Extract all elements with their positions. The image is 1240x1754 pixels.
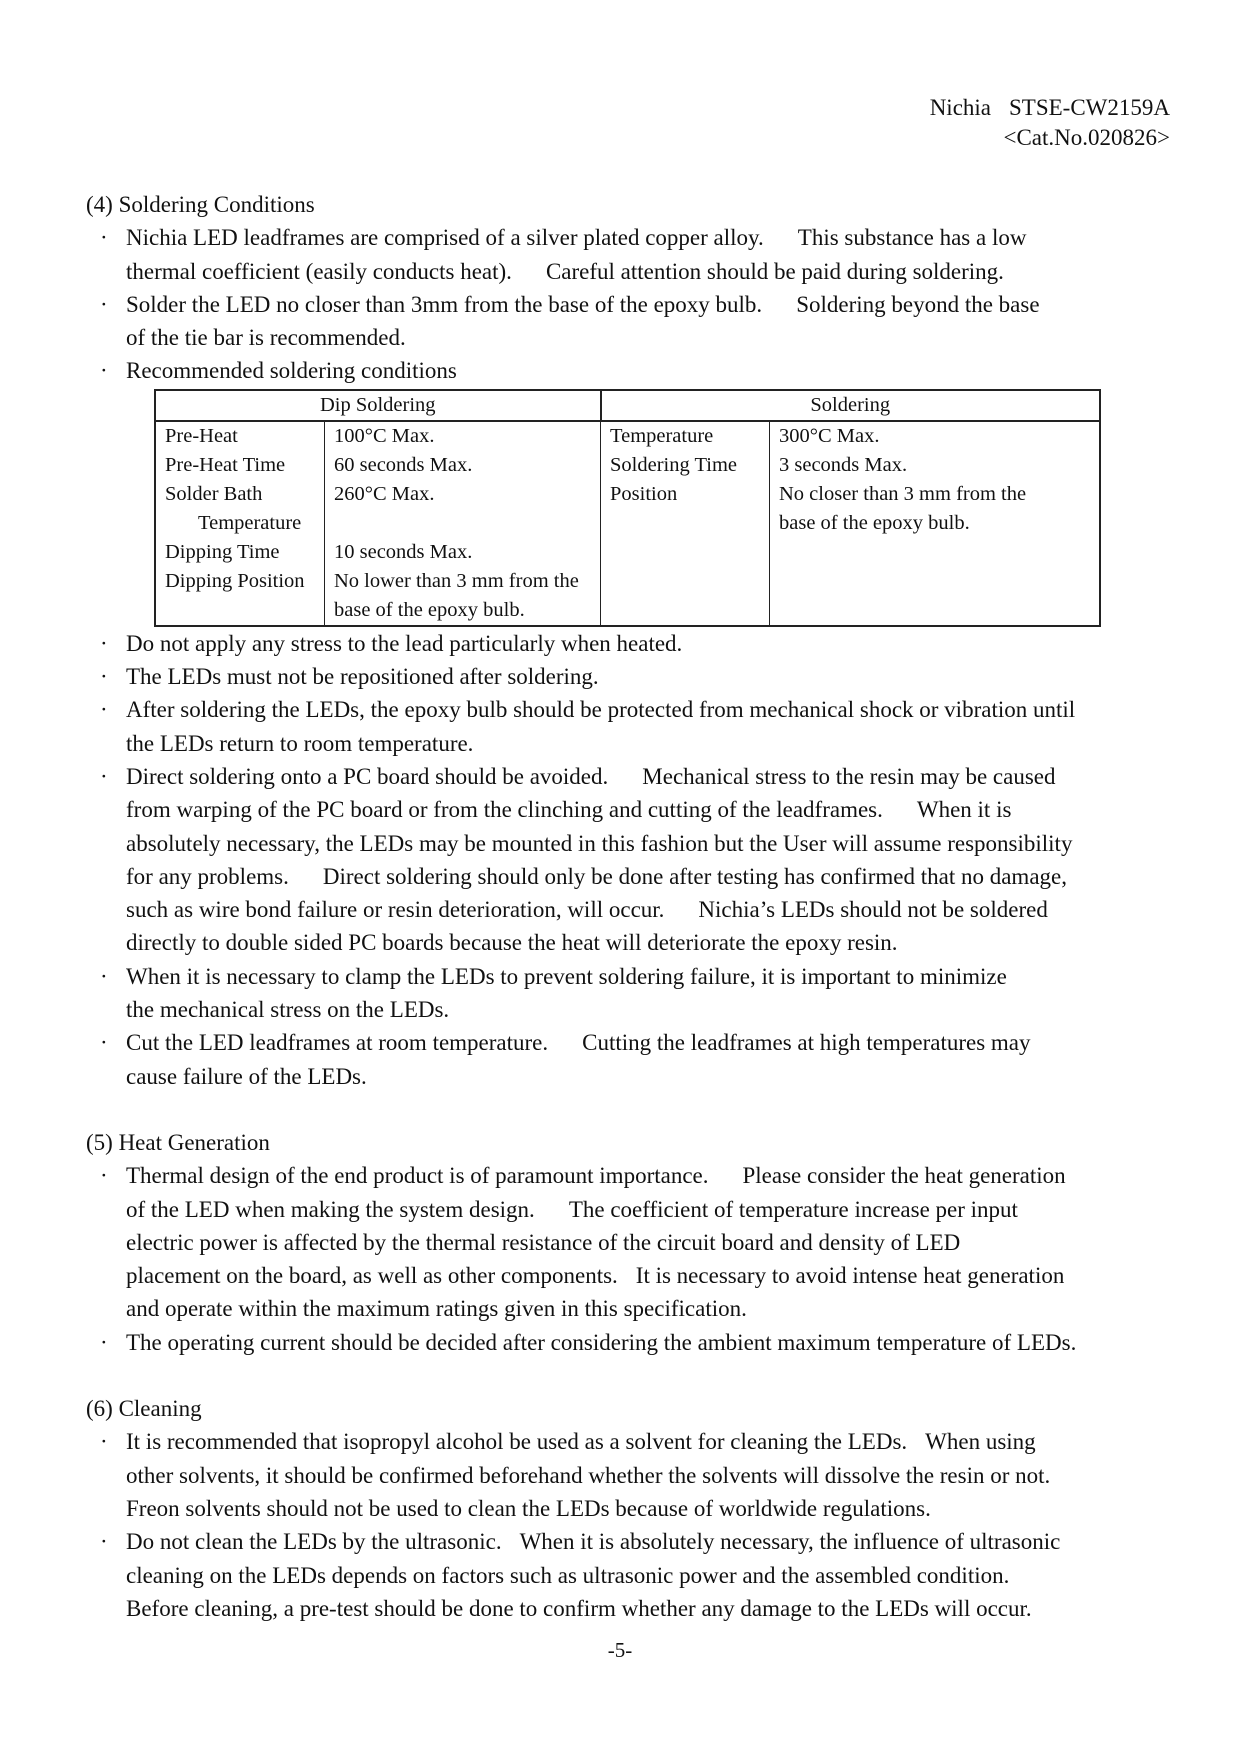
table-cell: Soldering Time xyxy=(601,451,770,480)
table-row xyxy=(155,421,1100,451)
bullet-dot: · xyxy=(100,225,108,251)
paragraph-text: from warping of the PC board or from the clinching and cutting of the leadframes. xyxy=(126,797,883,823)
list-item xyxy=(100,627,1168,660)
paragraph-text: The coefficient of temperature increase per input xyxy=(568,1196,1018,1222)
bullet-dot: · xyxy=(100,1163,108,1189)
soldering-header: Soldering xyxy=(601,390,1101,421)
table-header-row xyxy=(155,390,1100,421)
section-title-soldering: (4) Soldering Conditions xyxy=(86,192,315,217)
table-row xyxy=(155,509,1100,538)
paragraph-text: absolutely necessary, the LEDs may be mounted in this fashion but the User will assume responsibility xyxy=(126,830,1073,856)
table-cell xyxy=(601,567,770,596)
table-cell xyxy=(601,509,770,538)
paragraph-text: When it is necessary to clamp the LEDs to prevent soldering failure, it is important to minimize xyxy=(126,963,1007,989)
paragraph-text: the mechanical stress on the LEDs. xyxy=(126,997,450,1023)
table-cell: 100°C Max. xyxy=(325,421,601,451)
paragraph-text: directly to double sided PC boards because the heat will deteriorate the epoxy resin. xyxy=(126,930,898,956)
paragraph-text: Direct soldering onto a PC board should be avoided. xyxy=(126,763,609,789)
list-item xyxy=(100,1525,1168,1625)
paragraph-text: Careful attention should be paid during soldering. xyxy=(545,258,1004,284)
table-cell: 3 seconds Max. xyxy=(770,451,1101,480)
paragraph-text: such as wire bond failure or resin deterioration, will occur. xyxy=(126,897,665,923)
paragraph-text: Before cleaning, a pre-test should be done to confirm whether any damage to the LEDs will occur. xyxy=(126,1595,1032,1621)
table-row xyxy=(155,480,1100,509)
table-cell-text: Temperature xyxy=(198,511,302,534)
paragraph-text: Please consider the heat generation xyxy=(742,1163,1066,1189)
paragraph-text: Do not clean the LEDs by the ultrasonic. xyxy=(126,1529,502,1555)
paragraph-text: It is recommended that isopropyl alcohol be used as a solvent for cleaning the LEDs. xyxy=(126,1429,908,1455)
table-cell xyxy=(770,538,1101,567)
table-cell: Solder Bath xyxy=(155,480,325,509)
bullet-dot: · xyxy=(100,358,108,384)
header-line-1 xyxy=(930,93,1170,123)
company-name: Nichia xyxy=(929,95,991,120)
bullet-dot: · xyxy=(100,630,108,656)
section-title-heat-generation: (5) Heat Generation xyxy=(86,1129,270,1155)
paragraph-text: When it is xyxy=(916,797,1012,823)
table-cell: Pre-Heat Time xyxy=(155,451,325,480)
table-cell xyxy=(601,538,770,567)
paragraph-text: the LEDs return to room temperature. xyxy=(126,730,474,756)
paragraph-text: for any problems. xyxy=(126,863,289,889)
table-cell: Position xyxy=(601,480,770,509)
table-cell xyxy=(155,596,325,626)
paragraph-text: Direct soldering should only be done after testing has confirmed that no damage, xyxy=(322,863,1067,889)
paragraph-text: Solder the LED no closer than 3mm from the base of the epoxy bulb. xyxy=(126,291,763,317)
list-item xyxy=(100,660,1168,693)
paragraph-text: Thermal design of the end product is of paramount importance. xyxy=(126,1163,709,1189)
table-cell: 260°C Max. xyxy=(325,480,601,509)
bullet-dot: · xyxy=(100,291,108,317)
list-item xyxy=(100,1159,1168,1325)
paragraph-text: Recommended soldering conditions xyxy=(126,358,457,384)
paragraph-text: Soldering beyond the base xyxy=(796,291,1040,317)
page-number: -5- xyxy=(607,1638,633,1662)
list-item xyxy=(100,354,1168,387)
paragraph-text: Freon solvents should not be used to clean the LEDs because of worldwide regulations. xyxy=(126,1495,931,1521)
table-cell xyxy=(770,567,1101,596)
paragraph-text: of the LED when making the system design. xyxy=(126,1196,535,1222)
table-cell: 60 seconds Max. xyxy=(325,451,601,480)
doc-number: STSE-CW2159A xyxy=(1009,95,1170,120)
list-item xyxy=(100,1326,1168,1359)
section-title-cleaning: (6) Cleaning xyxy=(86,1396,202,1422)
bullet-dot: · xyxy=(100,1529,108,1555)
table-cell: Dipping Position xyxy=(155,567,325,596)
table-cell xyxy=(601,596,770,626)
bullet-dot: · xyxy=(100,1429,108,1455)
paragraph-text: The operating current should be decided after considering the ambient maximum temperature of LEDs. xyxy=(126,1329,1077,1355)
dip-soldering-header: Dip Soldering xyxy=(155,390,601,421)
table-cell xyxy=(770,596,1101,626)
paragraph-text: It is necessary to avoid intense heat generation xyxy=(635,1263,1065,1289)
list-item xyxy=(100,1425,1168,1525)
table-row xyxy=(155,451,1100,480)
document-header xyxy=(930,93,1170,153)
bullet-dot: · xyxy=(100,1030,108,1056)
paragraph-text: and operate within the maximum ratings given in this specification. xyxy=(126,1296,747,1322)
paragraph-text: When it is absolutely necessary, the influence of ultrasonic xyxy=(519,1529,1061,1555)
table-cell xyxy=(325,509,601,538)
list-item xyxy=(100,693,1168,760)
bullet-dot: · xyxy=(100,963,108,989)
soldering-conditions-table xyxy=(154,389,1101,627)
table-row xyxy=(155,567,1100,596)
paragraph-text: Cut the LED leadframes at room temperature. xyxy=(126,1030,549,1056)
list-item xyxy=(100,1026,1168,1093)
paragraph-text: Nichia’s LEDs should not be soldered xyxy=(698,897,1048,923)
paragraph-text: Nichia LED leadframes are comprised of a silver plated copper alloy. xyxy=(126,225,764,251)
paragraph-text: After soldering the LEDs, the epoxy bulb should be protected from mechanical shock or vibration until xyxy=(126,697,1076,723)
paragraph-text: When using xyxy=(925,1429,1036,1455)
bullet-dot: · xyxy=(100,664,108,690)
paragraph-text: of the tie bar is recommended. xyxy=(126,325,406,351)
cat-number: <Cat.No.020826> xyxy=(1003,125,1170,150)
bullet-dot: · xyxy=(100,1329,108,1355)
paragraph-text: thermal coefficient (easily conducts heat). xyxy=(126,258,512,284)
list-item xyxy=(100,221,1168,288)
bullet-dot: · xyxy=(100,697,108,723)
table-row xyxy=(155,538,1100,567)
table-row xyxy=(155,596,1100,626)
list-item xyxy=(100,760,1168,960)
table-cell: Pre-Heat xyxy=(155,421,325,451)
paragraph-text: cleaning on the LEDs depends on factors such as ultrasonic power and the assembled condition. xyxy=(126,1562,1010,1588)
paragraph-text: other solvents, it should be confirmed beforehand whether the solvents will dissolve the resin or not. xyxy=(126,1462,1051,1488)
table-cell: Temperature xyxy=(601,421,770,451)
list-item xyxy=(100,288,1168,355)
paragraph-text: The LEDs must not be repositioned after soldering. xyxy=(126,664,599,690)
table-cell: Dipping Time xyxy=(155,538,325,567)
paragraph-text: Mechanical stress to the resin may be caused xyxy=(642,763,1056,789)
paragraph-text: This substance has a low xyxy=(797,225,1027,251)
document-body xyxy=(86,188,1168,1625)
paragraph-text: Cutting the leadframes at high temperatures may xyxy=(582,1030,1031,1056)
table-cell: No closer than 3 mm from the xyxy=(770,480,1101,509)
table-cell: No lower than 3 mm from the xyxy=(325,567,601,596)
paragraph-text: cause failure of the LEDs. xyxy=(126,1063,367,1089)
paragraph-text: Do not apply any stress to the lead particularly when heated. xyxy=(126,630,683,656)
table-cell: 300°C Max. xyxy=(770,421,1101,451)
list-item xyxy=(100,960,1168,1027)
bullet-dot: · xyxy=(100,763,108,789)
paragraph-text: electric power is affected by the thermal resistance of the circuit board and density of LED xyxy=(126,1229,961,1255)
table-cell: 10 seconds Max. xyxy=(325,538,601,567)
table-cell: base of the epoxy bulb. xyxy=(770,509,1101,538)
paragraph-text: placement on the board, as well as other components. xyxy=(126,1263,618,1289)
table-cell: base of the epoxy bulb. xyxy=(325,596,601,626)
